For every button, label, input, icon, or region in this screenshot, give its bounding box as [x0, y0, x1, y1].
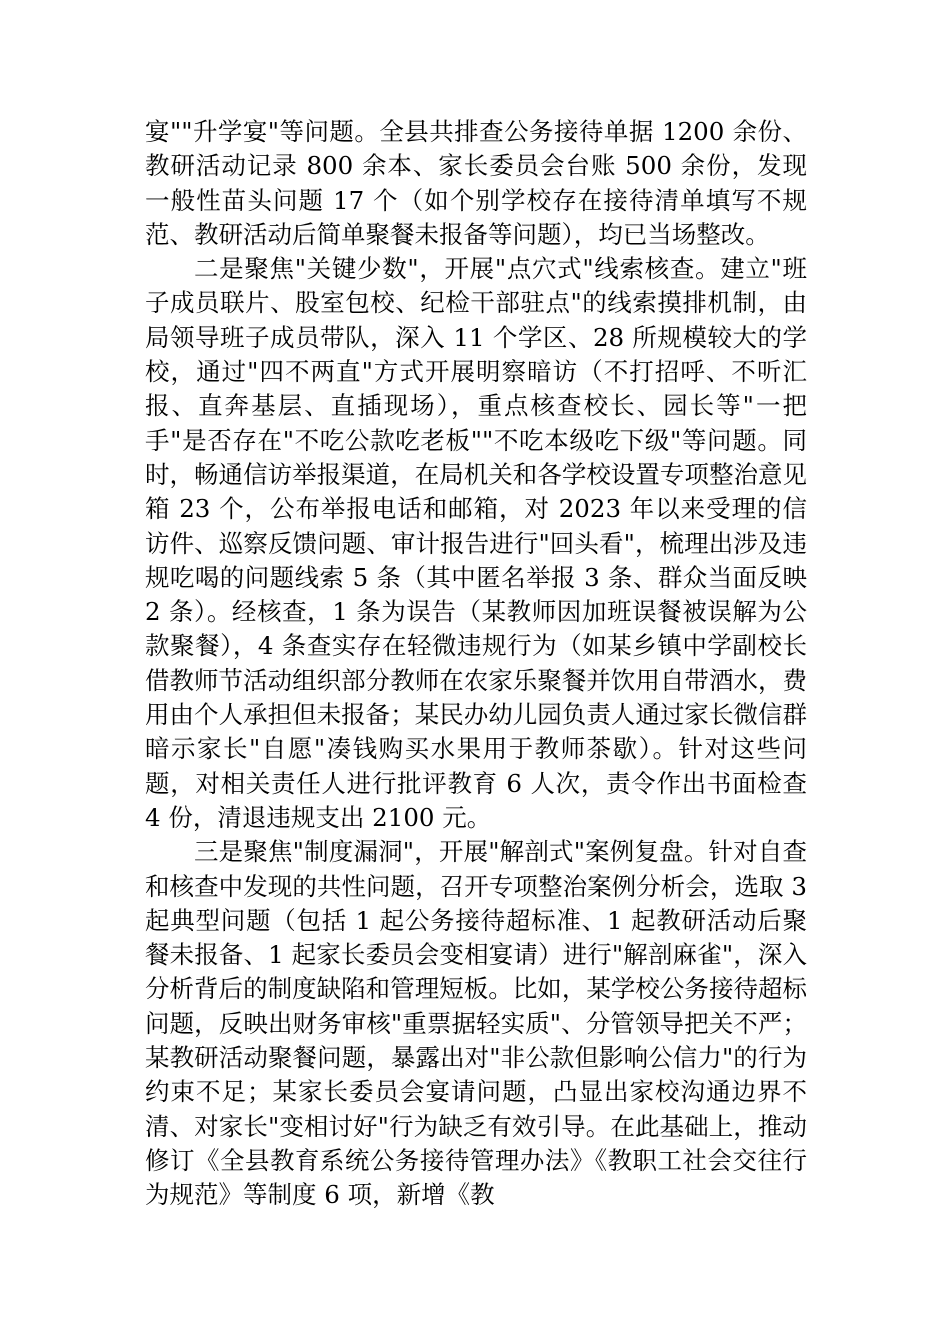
paragraph-1: 宴""升学宴"等问题。全县共排查公务接待单据 1200 余份、教研活动记录 800 余本、家长委员会台账 500 余份，发现一般性苗头问题 17 个（如个别学校存在接待清单填写不规范、教研活动后简单聚餐未报备等问题），均已当场整改。 [145, 117, 807, 249]
paragraph-2: 二是聚焦"关键少数"，开展"点穴式"线索核查。建立"班子成员联片、股室包校、纪检干部驻点"的线索摸排机制，由局领导班子成员带队，深入 11 个学区、28 所规模较大的学校，通过"四不两直"方式开展明察暗访（不打招呼、不听汇报、直奔基层、直插现场），重点核查校长、园长等"一把手"是否存在"不吃公款吃老板""不吃本级吃下级"等问题。同时，畅通信访举报渠道，在局机关和各学校设置专项整治意见箱 23 个，公布举报电话和邮箱，对 2023 年以来受理的信访件、巡察反馈问题、审计报告进行"回头看"，梳理出涉及违规吃喝的问题线索 5 条（其中匿名举报 3 条、群众当面反映 2 条）。经核查，1 条为误告（某教师因加班误餐被误解为公款聚餐），4 条查实存在轻微违规行为（如某乡镇中学副校长借教师节活动组织部分教师在农家乐聚餐并饮用自带酒水，费用由个人承担但未报备；某民办幼儿园负责人通过家长微信群暗示家长"自愿"凑钱购买水果用于教师茶歇）。针对这些问题，对相关责任人进行批评教育 6 人次，责令作出书面检查 4 份，清退违规支出 2100 元。 [145, 254, 807, 832]
document-body [145, 115, 807, 1213]
paragraph-3: 三是聚焦"制度漏洞"，开展"解剖式"案例复盘。针对自查和核查中发现的共性问题，召开专项整治案例分析会，选取 3 起典型问题（包括 1 起公务接待超标准、1 起教研活动后聚餐未报备、1 起家长委员会变相宴请）进行"解剖麻雀"，深入分析背后的制度缺陷和管理短板。比如，某学校公务接待超标问题，反映出财务审核"重票据轻实质"、分管领导把关不严；某教研活动聚餐问题，暴露出对"非公款但影响公信力"的行为约束不足；某家长委员会宴请问题，凸显出家校沟通边界不清、对家长"变相讨好"行为缺乏有效引导。在此基础上，推动修订《全县教育系统公务接待管理办法》《教职工社会交往行为规范》等制度 6 项，新增《教 [145, 837, 807, 1210]
